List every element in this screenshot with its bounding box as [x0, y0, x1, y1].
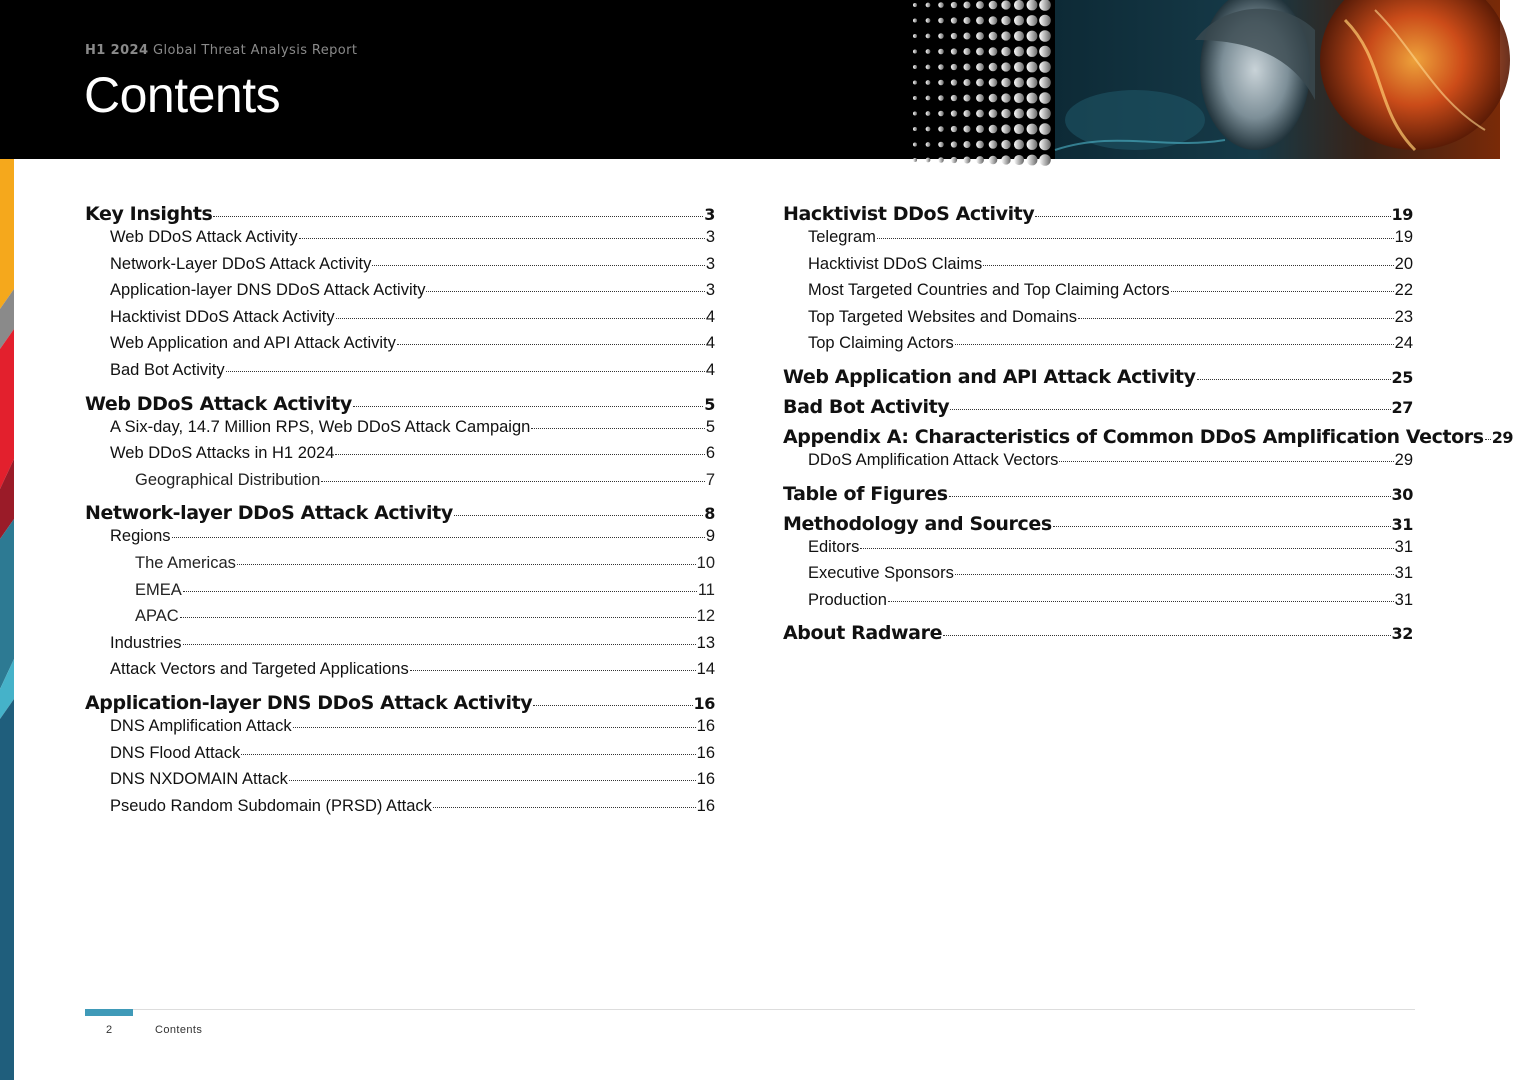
halftone-dot	[1001, 155, 1010, 164]
toc-entry[interactable]	[85, 527, 715, 554]
halftone-dot	[1001, 93, 1010, 102]
halftone-dot	[976, 32, 984, 40]
halftone-dot	[976, 110, 984, 118]
toc-entry[interactable]	[85, 797, 715, 824]
toc-dot-leader	[950, 409, 1390, 410]
toc-entry[interactable]	[783, 538, 1413, 565]
halftone-dot	[963, 63, 970, 70]
toc-entry-title: Executive Sponsors	[808, 564, 954, 583]
toc-entry-title: Methodology and Sources	[783, 512, 1052, 535]
halftone-dot	[1027, 46, 1038, 57]
toc-entry[interactable]	[85, 281, 715, 308]
halftone-dot	[989, 78, 998, 87]
halftone-dot	[1027, 108, 1038, 119]
halftone-dot	[951, 141, 957, 147]
halftone-dot	[976, 63, 984, 71]
halftone-dot	[989, 1, 998, 10]
report-title	[85, 43, 357, 58]
halftone-dot	[1027, 15, 1038, 26]
toc-entry-title: Network-layer DDoS Attack Activity	[85, 502, 453, 525]
toc-entry[interactable]	[85, 692, 715, 717]
halftone-dot	[1014, 77, 1024, 87]
toc-entry-page: 4	[705, 334, 715, 353]
toc-entry-title: Top Claiming Actors	[808, 334, 954, 353]
toc-entry-title: Bad Bot Activity	[783, 395, 950, 418]
halftone-dot	[1039, 123, 1051, 135]
toc-dot-leader	[1035, 216, 1390, 217]
halftone-dot	[1001, 140, 1010, 149]
halftone-dot	[913, 65, 917, 69]
toc-entry-page: 24	[1394, 334, 1413, 353]
halftone-dot	[913, 3, 917, 7]
toc-entry-page: 4	[705, 360, 715, 379]
halftone-dot	[1027, 0, 1038, 10]
halftone-dot	[951, 110, 957, 116]
toc-dot-leader	[183, 644, 696, 645]
toc-dot-leader	[949, 496, 1391, 497]
toc-entry-page: 29	[1491, 427, 1513, 447]
toc-entry[interactable]	[85, 418, 715, 445]
toc-dot-leader	[1485, 439, 1491, 440]
toc-entry-title: Hacktivist DDoS Claims	[808, 254, 983, 273]
toc-dot-leader	[1053, 526, 1391, 527]
halftone-dot	[1039, 108, 1051, 120]
toc-dot-leader	[293, 727, 696, 728]
halftone-dot	[963, 156, 970, 163]
toc-entry-page: 16	[696, 770, 715, 789]
halftone-dot	[976, 141, 984, 149]
toc-dot-leader	[213, 216, 703, 217]
halftone-dot	[938, 2, 944, 8]
halftone-dot	[963, 32, 970, 39]
toc-entry-title: Geographical Distribution	[135, 470, 321, 489]
toc-entry[interactable]	[783, 396, 1413, 421]
toc-dot-leader	[237, 564, 696, 565]
toc-entry[interactable]	[85, 334, 715, 361]
toc-entry-title: A Six-day, 14.7 Million RPS, Web DDoS Attack Campaign	[110, 417, 531, 436]
halftone-dot	[938, 142, 944, 148]
halftone-dot	[976, 94, 984, 102]
page-title: Contents	[84, 67, 281, 123]
report-name: Global Threat Analysis Report	[152, 43, 358, 58]
halftone-dot	[938, 111, 944, 117]
toc-entry-page: 8	[704, 504, 715, 524]
toc-dot-leader	[226, 371, 705, 372]
toc-entry-title: Application-layer DNS DDoS Attack Activity	[85, 691, 533, 714]
halftone-dot	[1001, 109, 1010, 118]
toc-entry[interactable]	[85, 361, 715, 388]
toc-entry[interactable]	[783, 308, 1413, 335]
toc-entry[interactable]	[85, 255, 715, 282]
halftone-dot	[938, 64, 944, 70]
toc-dot-leader	[426, 291, 704, 292]
toc-entry-title: Network-Layer DDoS Attack Activity	[110, 254, 372, 273]
toc-dot-leader	[888, 601, 1394, 602]
halftone-dot	[913, 81, 917, 85]
halftone-dot	[938, 33, 944, 39]
toc-entry[interactable]	[85, 744, 715, 771]
toc-entry[interactable]	[85, 203, 715, 228]
toc-entry-title: Attack Vectors and Targeted Applications	[110, 660, 409, 679]
color-side-strip	[0, 159, 14, 1080]
toc-dot-leader	[289, 780, 696, 781]
halftone-dot	[989, 47, 998, 56]
halftone-dot	[951, 17, 957, 23]
halftone-dot	[989, 16, 998, 25]
halftone-dot	[1039, 77, 1051, 89]
halftone-dot	[989, 109, 998, 118]
halftone-dot	[1039, 61, 1051, 73]
toc-entry[interactable]	[85, 502, 715, 527]
toc-entry[interactable]	[85, 607, 715, 634]
toc-entry-page: 19	[1391, 205, 1413, 224]
toc-entry-title: DNS Amplification Attack	[110, 716, 292, 735]
halftone-dot	[913, 143, 917, 147]
halftone-dot	[963, 48, 970, 55]
toc-entry-title: The Americas	[135, 553, 236, 572]
halftone-dot	[976, 156, 984, 164]
halftone-dot	[989, 156, 998, 165]
page-number: 2	[106, 1024, 113, 1036]
halftone-dot	[976, 1, 984, 9]
toc-entry-page: 25	[1391, 367, 1413, 387]
footer-divider	[85, 1009, 1415, 1010]
toc-entry-page: 29	[1394, 450, 1413, 469]
toc-entry-title: Web DDoS Attack Activity	[85, 392, 352, 415]
toc-dot-leader	[180, 617, 696, 618]
toc-entry-page: 12	[696, 607, 715, 626]
toc-entry[interactable]	[783, 591, 1413, 618]
toc-dot-leader	[299, 238, 705, 239]
halftone-dot	[963, 125, 970, 132]
toc-entry-title: Web DDoS Attack Activity	[110, 228, 298, 246]
footer-accent-tab	[85, 1009, 133, 1016]
halftone-dot	[938, 157, 944, 163]
halftone-dot	[951, 79, 957, 85]
toc-entry-title: Pseudo Random Subdomain (PRSD) Attack	[110, 796, 432, 815]
halftone-dot	[951, 64, 957, 70]
halftone-dot	[938, 126, 944, 132]
halftone-dot	[1001, 31, 1010, 40]
halftone-dot	[926, 111, 931, 116]
toc-dot-leader	[1197, 379, 1391, 380]
toc-entry-page: 5	[705, 417, 715, 436]
halftone-dot	[1039, 0, 1051, 11]
toc-dot-leader	[397, 344, 705, 345]
halftone-dot	[1027, 77, 1038, 88]
halftone-dot	[1039, 30, 1051, 42]
halftone-dot	[926, 49, 931, 54]
toc-entry-title: Web Application and API Attack Activity	[783, 365, 1196, 388]
halftone-dot	[938, 95, 944, 101]
toc-entry[interactable]	[783, 228, 1413, 255]
toc-entry[interactable]	[783, 366, 1413, 391]
halftone-dot	[913, 158, 917, 162]
toc-dot-leader	[353, 406, 703, 407]
halftone-dot	[1001, 62, 1010, 71]
toc-entry-page: 3	[705, 281, 715, 300]
toc-entry-page: 14	[696, 660, 715, 679]
halftone-dot	[1039, 154, 1051, 166]
toc-entry-page: 3	[704, 205, 715, 224]
toc-dot-leader	[454, 515, 703, 516]
halftone-dot	[1039, 46, 1051, 58]
toc-dot-leader	[531, 428, 704, 429]
halftone-dot	[963, 141, 970, 148]
toc-right-column	[783, 203, 1513, 647]
toc-entry-title: Most Targeted Countries and Top Claiming Actors	[808, 281, 1170, 300]
toc-entry-title: About Radware	[783, 622, 943, 645]
toc-dot-leader	[1078, 318, 1394, 319]
halftone-dot	[1014, 62, 1024, 72]
halftone-dot	[989, 140, 998, 149]
toc-entry[interactable]	[783, 334, 1413, 361]
toc-entry-title: Hacktivist DDoS Activity	[783, 203, 1035, 225]
toc-entry-page: 27	[1391, 397, 1413, 417]
toc-entry-title: Editors	[808, 537, 860, 556]
halftone-dot	[926, 18, 931, 23]
toc-entry-title: Web DDoS Attacks in H1 2024	[110, 444, 335, 463]
toc-dot-leader	[1171, 291, 1394, 292]
halftone-dot	[913, 34, 917, 38]
toc-dot-leader	[955, 344, 1394, 345]
toc-entry-page: 16	[693, 693, 715, 713]
halftone-dot	[951, 2, 957, 8]
halftone-dot	[1001, 0, 1010, 9]
halftone-dot	[951, 48, 957, 54]
toc-entry-page: 31	[1394, 590, 1413, 609]
toc-entry[interactable]	[783, 281, 1413, 308]
toc-entry-page: 3	[705, 254, 715, 273]
toc-dot-leader	[372, 265, 704, 266]
toc-entry[interactable]	[85, 393, 715, 418]
toc-entry-title: Bad Bot Activity	[110, 360, 225, 379]
halftone-dot	[1014, 46, 1024, 56]
toc-entry-page: 4	[705, 307, 715, 326]
toc-entry-page: 6	[705, 444, 715, 463]
halftone-dot	[1039, 92, 1051, 104]
halftone-dot	[951, 33, 957, 39]
toc-entry-title: DDoS Amplification Attack Vectors	[808, 450, 1059, 469]
toc-dot-leader	[410, 670, 696, 671]
toc-entry-title: Hacktivist DDoS Attack Activity	[110, 307, 335, 326]
toc-entry-page: 16	[696, 743, 715, 762]
halftone-dot	[913, 50, 917, 54]
toc-dot-leader	[183, 591, 697, 592]
toc-entry-page: 19	[1394, 228, 1413, 246]
halftone-dot	[989, 94, 998, 103]
toc-entry[interactable]	[85, 581, 715, 608]
toc-dot-leader	[955, 574, 1394, 575]
toc-entry[interactable]	[85, 770, 715, 797]
halftone-dot	[913, 96, 917, 100]
halftone-dot	[1014, 139, 1024, 149]
toc-dot-leader	[335, 454, 704, 455]
halftone-dot	[1027, 31, 1038, 42]
toc-entry[interactable]	[783, 513, 1413, 538]
halftone-dot	[1014, 15, 1024, 25]
cyber-face-illustration	[1055, 0, 1500, 159]
halftone-dot	[938, 49, 944, 55]
page-header	[0, 0, 1500, 159]
halftone-dots-graphic	[905, 0, 1055, 159]
halftone-dot	[963, 79, 970, 86]
halftone-dot	[963, 94, 970, 101]
toc-entry[interactable]	[783, 255, 1413, 282]
halftone-dot	[1014, 31, 1024, 41]
halftone-dot	[989, 32, 998, 41]
toc-entry-title: Web Application and API Attack Activity	[110, 334, 396, 353]
toc-entry-page: 31	[1394, 537, 1413, 556]
halftone-dot	[1014, 0, 1024, 10]
toc-entry-title: Regions	[110, 527, 171, 546]
halftone-dot	[1039, 139, 1051, 151]
halftone-dot	[926, 96, 931, 101]
toc-entry-title: Telegram	[808, 228, 876, 246]
toc-entry-title: DNS Flood Attack	[110, 743, 241, 762]
halftone-dot	[926, 127, 931, 132]
halftone-dot	[1014, 124, 1024, 134]
halftone-dot	[951, 157, 957, 163]
toc-entry-page: 32	[1391, 624, 1413, 644]
toc-dot-leader	[321, 481, 705, 482]
halftone-dot	[1027, 124, 1038, 135]
toc-entry-page: 9	[705, 527, 715, 546]
halftone-dot	[1039, 15, 1051, 27]
halftone-dot	[1027, 62, 1038, 73]
halftone-dot	[976, 48, 984, 56]
halftone-dot	[963, 110, 970, 117]
toc-entry-page: 31	[1394, 564, 1413, 583]
toc-entry-page: 20	[1394, 254, 1413, 273]
toc-dot-leader	[533, 705, 692, 706]
toc-dot-leader	[172, 537, 705, 538]
toc-entry-page: 13	[696, 633, 715, 652]
halftone-dot	[963, 1, 970, 8]
halftone-dot	[1014, 108, 1024, 118]
halftone-dot	[926, 65, 931, 70]
toc-entry-title: EMEA	[135, 580, 182, 599]
toc-entry-title: Key Insights	[85, 203, 213, 225]
halftone-dot	[913, 112, 917, 116]
toc-entry[interactable]	[85, 554, 715, 581]
toc-entry-title: APAC	[135, 607, 179, 626]
toc-entry[interactable]	[783, 622, 1413, 647]
toc-entry[interactable]	[783, 564, 1413, 591]
halftone-dot	[926, 3, 931, 8]
halftone-dot	[926, 34, 931, 39]
toc-dot-leader	[943, 635, 1390, 636]
toc-entry[interactable]	[783, 203, 1413, 228]
toc-entry[interactable]	[85, 228, 715, 255]
toc-entry[interactable]	[85, 634, 715, 661]
toc-entry-page: 7	[705, 470, 715, 489]
halftone-dot	[1014, 155, 1024, 165]
toc-dot-leader	[336, 318, 705, 319]
toc-entry-page: 10	[696, 553, 715, 572]
toc-entry[interactable]	[783, 451, 1413, 478]
halftone-dot	[963, 17, 970, 24]
halftone-dot	[976, 17, 984, 25]
toc-entry-page: 22	[1394, 281, 1413, 300]
halftone-dot	[938, 18, 944, 24]
toc-entry-title: Production	[808, 590, 887, 609]
toc-entry[interactable]	[85, 444, 715, 471]
toc-entry-title: Application-layer DNS DDoS Attack Activity	[110, 281, 426, 300]
toc-entry-page: 5	[704, 394, 715, 414]
toc-dot-leader	[241, 754, 695, 755]
halftone-dot	[913, 19, 917, 23]
toc-entry[interactable]	[85, 660, 715, 687]
toc-entry-page: 3	[705, 228, 715, 246]
toc-entry[interactable]	[85, 471, 715, 498]
report-year: H1 2024	[85, 43, 149, 58]
toc-entry-page: 30	[1391, 484, 1413, 504]
halftone-dot	[926, 142, 931, 147]
toc-dot-leader	[860, 548, 1393, 549]
toc-entry-page: 11	[697, 580, 715, 599]
toc-left-column	[85, 203, 715, 823]
toc-dot-leader	[433, 807, 696, 808]
footer-section-name: Contents	[155, 1024, 203, 1036]
toc-dot-leader	[877, 238, 1394, 239]
toc-entry-title: Table of Figures	[783, 482, 948, 505]
toc-entry[interactable]	[783, 425, 1513, 451]
halftone-dot	[1001, 16, 1010, 25]
halftone-dot	[926, 80, 931, 85]
halftone-dot	[976, 125, 984, 133]
halftone-dot	[938, 80, 944, 86]
toc-entry-title: DNS NXDOMAIN Attack	[110, 770, 288, 789]
toc-entry-page: 23	[1394, 307, 1413, 326]
toc-entry-title: Appendix A: Characteristics of Common DDoS Amplification Vectors	[783, 425, 1484, 448]
toc-dot-leader	[1059, 461, 1393, 462]
halftone-dot	[989, 125, 998, 134]
halftone-dot	[989, 63, 998, 72]
toc-entry[interactable]	[85, 717, 715, 744]
toc-entry-page: 16	[696, 796, 715, 815]
halftone-dot	[951, 95, 957, 101]
halftone-dot	[1001, 78, 1010, 87]
halftone-dot	[1027, 155, 1038, 166]
toc-entry-title: Top Targeted Websites and Domains	[808, 307, 1078, 326]
halftone-dot	[1027, 139, 1038, 150]
hero-image	[1055, 0, 1500, 159]
toc-dot-leader	[983, 265, 1393, 266]
halftone-dot	[1027, 93, 1038, 104]
halftone-dot	[1014, 93, 1024, 103]
toc-entry[interactable]	[783, 483, 1413, 508]
halftone-dot	[1001, 47, 1010, 56]
toc-entry[interactable]	[85, 308, 715, 335]
halftone-dot	[1001, 124, 1010, 133]
halftone-dot	[913, 127, 917, 131]
halftone-dot	[951, 126, 957, 132]
halftone-dot	[926, 158, 931, 163]
toc-entry-title: Industries	[110, 633, 182, 652]
halftone-dot	[976, 79, 984, 87]
toc-entry-page: 31	[1391, 514, 1413, 534]
toc-entry-page: 16	[696, 716, 715, 735]
